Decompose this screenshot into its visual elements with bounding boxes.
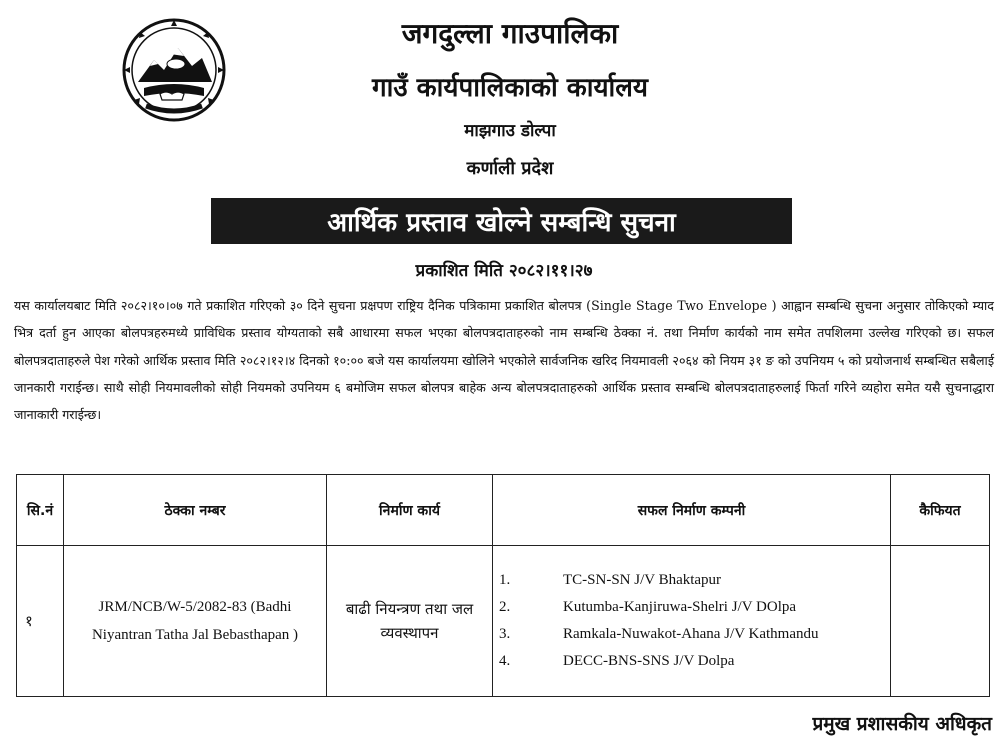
- header-remarks: कैफियत: [891, 475, 990, 546]
- company-name: Ramkala-Nuwakot-Ahana J/V Kathmandu: [563, 626, 819, 642]
- published-date: प्रकाशित मिति २०८२।११।२७: [415, 261, 593, 281]
- company-number: 2.: [499, 599, 511, 615]
- company-number: 4.: [499, 653, 511, 669]
- municipality-name: जगदुल्ला गाउपालिका: [401, 17, 619, 50]
- bidders-table: [16, 474, 990, 697]
- header-sn: सि.नं: [17, 475, 64, 546]
- cell-companies: [493, 546, 891, 697]
- cell-contract-no: JRM/NCB/W-5/2082-83 (Badhi Niyantran Tatha Jal Bebasthapan ): [64, 546, 327, 697]
- municipality-emblem-icon: [120, 16, 228, 124]
- header-work: निर्माण कार्य: [327, 475, 493, 546]
- company-name: TC-SN-SN J/V Bhaktapur: [563, 572, 722, 588]
- notice-title: आर्थिक प्रस्ताव खोल्ने सम्बन्धि सुचना: [327, 208, 676, 238]
- cell-remarks: [891, 546, 990, 697]
- company-item: [499, 567, 889, 594]
- company-item: [499, 648, 889, 675]
- company-item: [499, 594, 889, 621]
- company-name: Kutumba-Kanjiruwa-Shelri J/V DOlpa: [563, 599, 797, 615]
- company-name: DECC-BNS-SNS J/V Dolpa: [563, 653, 735, 669]
- company-number: 1.: [499, 572, 511, 588]
- cell-work: बाढी नियन्त्रण तथा जल व्यवस्थापन: [327, 546, 493, 697]
- table-header-row: [17, 475, 990, 546]
- notice-title-banner: [211, 198, 792, 244]
- company-number: 3.: [499, 626, 511, 642]
- notice-body: यस कार्यालयबाट मिति २०८२।१०।०७ गते प्रकाशित गरिएको ३० दिने सुचना प्रक्षपण राष्ट्रिय दैनिक पत्रिकामा प्रकाशित बोलपत्र (Single Stage Two Envelope ) आह्वान सम्बन्धि सुचना अनुसार तोकिएको म्याद भित्र दर्ता हुन आएका बोलपत्रहरुमध्ये प्राविधिक प्रस्ताव योग्यताको सबै आधारमा सफल भएका बोलपत्रदाताहरुको नाम सम्बन्धि ठेक्का नं. तथा निर्माण कार्यको नाम समेत तपशिलमा उल्लेख गरिएको छ। सफल बोलपत्रदाताहरुले पेश गरेको आर्थिक प्रस्ताव मिति २०८२।१२।४ दिनको १०:०० बजे यस कार्यालयमा खोलिने भएकोले सार्वजनिक खरिद नियमावली २०६४ को नियम ३१ ङ को उपनियम ५ को प्रयोजनार्थ सम्बन्धित सबैलाई जानकारी गराईन्छ। साथै सोही नियमावलीको सोही नियमको उपनियम ६ बमोजिम सफल बोलपत्र बाहेक अन्य बोलपत्रदाताहरुको आर्थिक प्रस्ताव सम्बन्धि बोलपत्रदाताहरुलाई फिर्ता गरिने व्यहोरा समेत यसै सुचनाद्धारा जानाकारी गराईन्छ।: [14, 298, 994, 423]
- signatory-title: प्रमुख प्रशासकीय अधिकृत: [812, 713, 992, 735]
- province-name: कर्णाली प्रदेश: [466, 158, 554, 179]
- office-name: गाउँ कार्यपालिकाको कार्यालय: [372, 73, 648, 103]
- header-contract-no: ठेक्का नम्बर: [64, 475, 327, 546]
- table-row: [17, 546, 990, 697]
- office-location: माझगाउ डोल्पा: [464, 121, 556, 141]
- header-companies: सफल निर्माण कम्पनी: [493, 475, 891, 546]
- company-item: [499, 621, 889, 648]
- cell-sn: १: [17, 546, 64, 697]
